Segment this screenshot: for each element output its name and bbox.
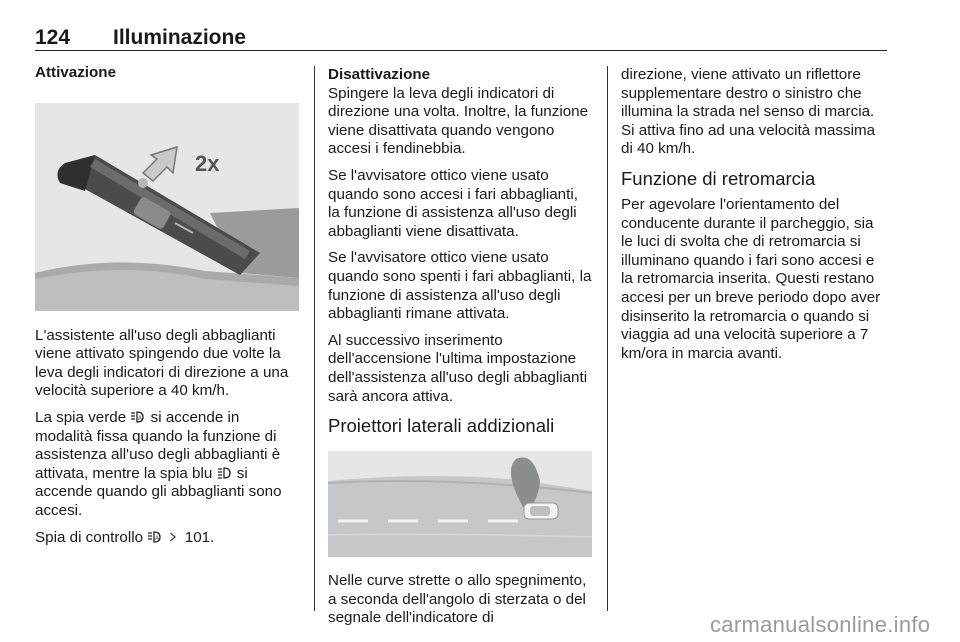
- paragraph: Se l'avvisatore ottico viene usato quando sono spenti i fari abbaglianti, la funzione di assistenza all'uso degli abbaglianti rimane attivata.: [328, 249, 592, 323]
- high-beam-assist-icon: [147, 531, 161, 543]
- cornering-light-image: [328, 451, 592, 557]
- high-beam-assist-icon: [130, 411, 144, 423]
- section-title-side-lights: Proiettori laterali addizionali: [328, 415, 555, 437]
- column-divider: [607, 66, 608, 611]
- svg-text:A: A: [155, 535, 160, 542]
- paragraph: La spia verde A si accende in modalità fissa quando la funzione di assistenza all'uso degli abbaglianti è attivata, mentre la spia blu si accende quando gli abbaglianti sono accesi.: [35, 408, 282, 519]
- column-divider: [314, 66, 315, 611]
- subhead-disattivazione: Disattivazione: [328, 66, 431, 83]
- turn-signal-stalk-image: [35, 103, 299, 311]
- paragraph: Per agevolare l'orientamento del conducente durante il parcheggio, sia le luci di svolta che di retromarcia si illuminano quando i fari sono accesi e la retromarcia inserita. Questi restano accesi per un breve periodo dopo aver disinserito la retromarcia o quando si viaggia ad una velocità superiore a 7 km/ora in marcia avanti.: [621, 195, 881, 362]
- section-title-reverse: Funzione di retromarcia: [621, 167, 816, 189]
- paragraph: L'assistente all'uso degli abbaglianti viene attivato spingendo due volte la leva degli indicatori di direzione a una velocità superiore a 40 km/h.: [35, 326, 289, 400]
- paragraph: direzione, viene attivato un riflettore supplementare destro o sinistro che illumina la strada nel senso di marcia. Si attiva fino ad una velocità massima di 40 km/h.: [621, 66, 876, 158]
- page-number: 124: [35, 26, 71, 49]
- header-rule: [35, 50, 887, 51]
- paragraph: Spia di controllo A 101.: [35, 528, 215, 546]
- column-3: [621, 66, 888, 371]
- svg-text:A: A: [138, 415, 143, 422]
- paragraph: Spingere la leva degli indicatori di direzione una volta. Inoltre, la funzione viene disattivata quando vengono accesi i fendinebbia.: [328, 84, 589, 158]
- paragraph: Se l'avvisatore ottico viene usato quando sono accesi i fari abbaglianti, la funzione di assistenza all'uso degli abbaglianti viene disattivata.: [328, 166, 578, 240]
- push-twice-label: 2x: [195, 150, 220, 176]
- cornering-light-illustration: [328, 451, 592, 557]
- page-header: [35, 26, 885, 52]
- chapter-title: Illuminazione: [113, 26, 247, 49]
- page-reference-icon[interactable]: [168, 531, 179, 543]
- high-beam-icon: [217, 467, 231, 479]
- column-2: [328, 66, 592, 636]
- paragraph: Nelle curve strette o allo spegnimento, a seconda dell'angolo di sterzata o del segnale dell'indicatore di: [328, 572, 587, 627]
- stalk-illustration: [35, 103, 299, 311]
- paragraph: Al successivo inserimento dell'accensione l'ultima impostazione dell'assistenza all'uso degli abbaglianti sarà ancora attiva.: [328, 331, 588, 405]
- watermark: carmanualsonline.info: [710, 612, 931, 637]
- subhead-attivazione: Attivazione: [35, 64, 117, 81]
- column-1: [35, 64, 299, 555]
